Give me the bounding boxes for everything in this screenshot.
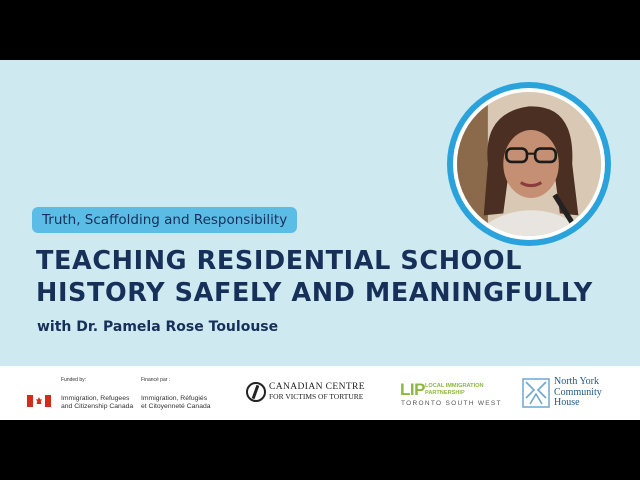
lip-logo bbox=[400, 380, 502, 410]
lip-line-2: PARTNERSHIP bbox=[425, 390, 465, 396]
promo-slide bbox=[0, 60, 640, 420]
topic-tag: Truth, Scaffolding and Responsibility bbox=[32, 207, 297, 233]
finance-par-label: Financé par : bbox=[141, 377, 171, 383]
ccvt-emblem-icon bbox=[246, 382, 266, 402]
nych-logo bbox=[522, 377, 602, 409]
nych-line-2: Community bbox=[554, 386, 602, 398]
funded-by-org bbox=[61, 395, 133, 411]
ccvt-line-2: FOR VICTIMS OF TORTURE bbox=[269, 392, 364, 401]
nych-emblem-icon bbox=[522, 378, 550, 408]
speaker-photo bbox=[457, 92, 601, 236]
ccvt-line-1: CANADIAN CENTRE bbox=[269, 382, 365, 392]
funded-by-line-2: and Citizenship Canada bbox=[61, 403, 134, 410]
lip-line-1: LOCAL IMMIGRATION bbox=[425, 383, 484, 389]
ccvt-logo bbox=[246, 381, 365, 403]
nych-line-3: House bbox=[554, 397, 580, 409]
finance-par-org bbox=[141, 395, 211, 411]
funded-by-label: Funded by: bbox=[61, 377, 87, 383]
lip-acronym: LIP bbox=[400, 380, 425, 399]
event-title bbox=[36, 245, 593, 309]
finance-par-line-2: et Citoyenneté Canada bbox=[141, 403, 211, 410]
nych-line-1: North York bbox=[554, 376, 600, 388]
event-title-line-1: TEACHING RESIDENTIAL SCHOOL bbox=[36, 246, 523, 276]
speaker-photo-illustration bbox=[457, 92, 601, 236]
event-title-line-2: HISTORY SAFELY AND MEANINGFULLY bbox=[36, 278, 593, 308]
sponsor-footer bbox=[0, 366, 640, 420]
finance-par-line-1: Immigration, Réfugiés bbox=[141, 395, 208, 402]
speaker-portrait bbox=[447, 82, 611, 246]
lip-subtitle: TORONTO SOUTH WEST bbox=[401, 400, 502, 407]
canada-flag-icon bbox=[27, 395, 51, 407]
funded-by-line-1: Immigration, Refugees bbox=[61, 395, 130, 402]
speaker-name: with Dr. Pamela Rose Toulouse bbox=[37, 319, 279, 335]
